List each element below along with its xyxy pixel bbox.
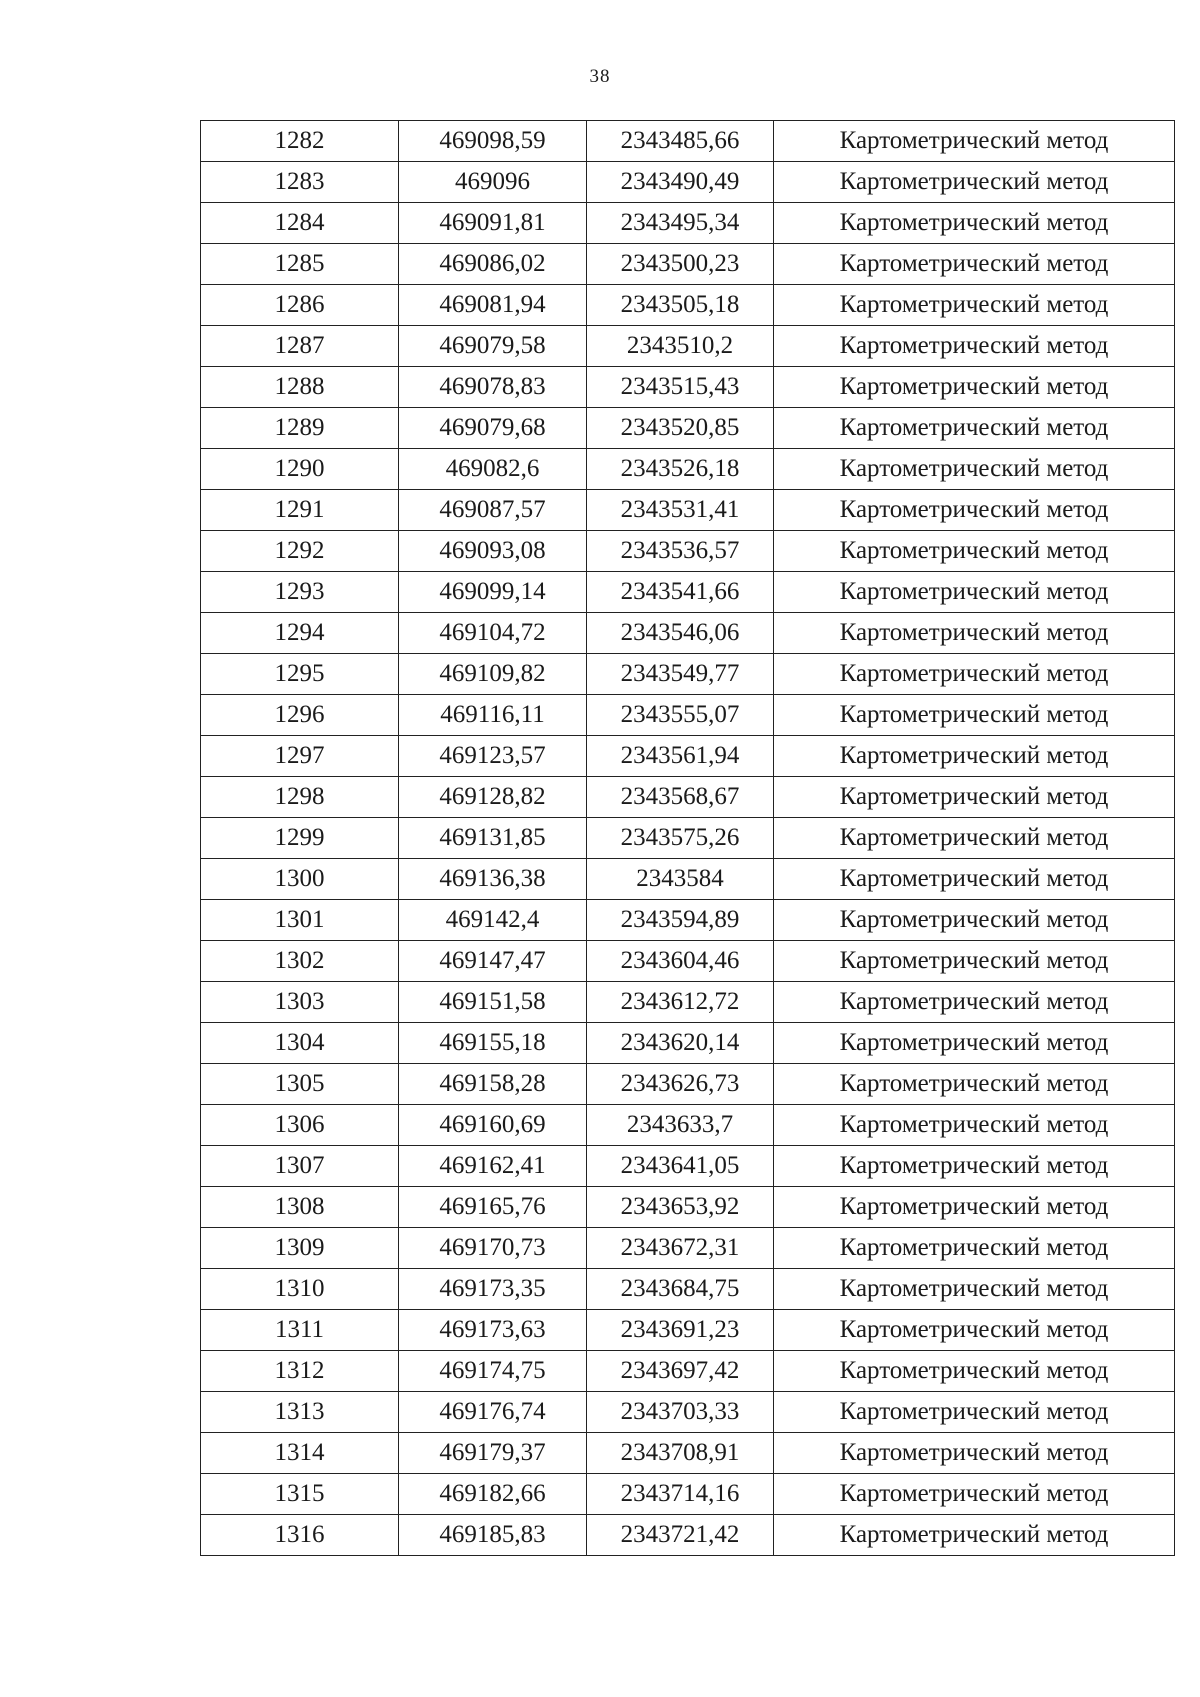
- y-coordinate-cell: 2343691,23: [587, 1310, 774, 1351]
- method-cell: Картометрический метод: [774, 1187, 1175, 1228]
- point-number-cell: 1300: [201, 859, 399, 900]
- y-coordinate-cell: 2343633,7: [587, 1105, 774, 1146]
- y-coordinate-cell: 2343703,33: [587, 1392, 774, 1433]
- x-coordinate-cell: 469185,83: [399, 1515, 587, 1556]
- x-coordinate-cell: 469087,57: [399, 490, 587, 531]
- x-coordinate-cell: 469128,82: [399, 777, 587, 818]
- table-row: [201, 859, 1175, 900]
- x-coordinate-cell: 469086,02: [399, 244, 587, 285]
- x-coordinate-cell: 469151,58: [399, 982, 587, 1023]
- method-cell: Картометрический метод: [774, 736, 1175, 777]
- x-coordinate-cell: 469158,28: [399, 1064, 587, 1105]
- table-row: [201, 777, 1175, 818]
- y-coordinate-cell: 2343546,06: [587, 613, 774, 654]
- table-row: [201, 162, 1175, 203]
- x-coordinate-cell: 469098,59: [399, 121, 587, 162]
- point-number-cell: 1291: [201, 490, 399, 531]
- method-cell: Картометрический метод: [774, 900, 1175, 941]
- y-coordinate-cell: 2343568,67: [587, 777, 774, 818]
- method-cell: Картометрический метод: [774, 695, 1175, 736]
- table-row: [201, 1433, 1175, 1474]
- method-cell: Картометрический метод: [774, 449, 1175, 490]
- page-number: 38: [589, 66, 611, 87]
- y-coordinate-cell: 2343495,34: [587, 203, 774, 244]
- y-coordinate-cell: 2343584: [587, 859, 774, 900]
- x-coordinate-cell: 469170,73: [399, 1228, 587, 1269]
- point-number-cell: 1313: [201, 1392, 399, 1433]
- y-coordinate-cell: 2343485,66: [587, 121, 774, 162]
- method-cell: Картометрический метод: [774, 1146, 1175, 1187]
- x-coordinate-cell: 469109,82: [399, 654, 587, 695]
- table-row: [201, 1269, 1175, 1310]
- x-coordinate-cell: 469099,14: [399, 572, 587, 613]
- x-coordinate-cell: 469142,4: [399, 900, 587, 941]
- method-cell: Картометрический метод: [774, 121, 1175, 162]
- method-cell: Картометрический метод: [774, 490, 1175, 531]
- x-coordinate-cell: 469123,57: [399, 736, 587, 777]
- x-coordinate-cell: 469176,74: [399, 1392, 587, 1433]
- method-cell: Картометрический метод: [774, 613, 1175, 654]
- x-coordinate-cell: 469079,68: [399, 408, 587, 449]
- table-row: [201, 1146, 1175, 1187]
- point-number-cell: 1294: [201, 613, 399, 654]
- method-cell: Картометрический метод: [774, 654, 1175, 695]
- table-row: [201, 326, 1175, 367]
- table-row: [201, 982, 1175, 1023]
- method-cell: Картометрический метод: [774, 572, 1175, 613]
- x-coordinate-cell: 469162,41: [399, 1146, 587, 1187]
- table-row: [201, 654, 1175, 695]
- y-coordinate-cell: 2343708,91: [587, 1433, 774, 1474]
- y-coordinate-cell: 2343515,43: [587, 367, 774, 408]
- table-row: [201, 1064, 1175, 1105]
- x-coordinate-cell: 469081,94: [399, 285, 587, 326]
- x-coordinate-cell: 469078,83: [399, 367, 587, 408]
- point-number-cell: 1309: [201, 1228, 399, 1269]
- table-row: [201, 1474, 1175, 1515]
- method-cell: Картометрический метод: [774, 777, 1175, 818]
- point-number-cell: 1311: [201, 1310, 399, 1351]
- table-row: [201, 1228, 1175, 1269]
- y-coordinate-cell: 2343604,46: [587, 941, 774, 982]
- method-cell: Картометрический метод: [774, 244, 1175, 285]
- method-cell: Картометрический метод: [774, 326, 1175, 367]
- point-number-cell: 1310: [201, 1269, 399, 1310]
- table-row: [201, 449, 1175, 490]
- point-number-cell: 1305: [201, 1064, 399, 1105]
- x-coordinate-cell: 469160,69: [399, 1105, 587, 1146]
- point-number-cell: 1312: [201, 1351, 399, 1392]
- table-row: [201, 900, 1175, 941]
- y-coordinate-cell: 2343641,05: [587, 1146, 774, 1187]
- point-number-cell: 1289: [201, 408, 399, 449]
- point-number-cell: 1306: [201, 1105, 399, 1146]
- y-coordinate-cell: 2343561,94: [587, 736, 774, 777]
- y-coordinate-cell: 2343612,72: [587, 982, 774, 1023]
- y-coordinate-cell: 2343714,16: [587, 1474, 774, 1515]
- y-coordinate-cell: 2343555,07: [587, 695, 774, 736]
- method-cell: Картометрический метод: [774, 1392, 1175, 1433]
- method-cell: Картометрический метод: [774, 1474, 1175, 1515]
- method-cell: Картометрический метод: [774, 203, 1175, 244]
- y-coordinate-cell: 2343594,89: [587, 900, 774, 941]
- x-coordinate-cell: 469116,11: [399, 695, 587, 736]
- table-row: [201, 572, 1175, 613]
- x-coordinate-cell: 469173,63: [399, 1310, 587, 1351]
- method-cell: Картометрический метод: [774, 408, 1175, 449]
- y-coordinate-cell: 2343721,42: [587, 1515, 774, 1556]
- y-coordinate-cell: 2343626,73: [587, 1064, 774, 1105]
- x-coordinate-cell: 469091,81: [399, 203, 587, 244]
- point-number-cell: 1288: [201, 367, 399, 408]
- table-row: [201, 1310, 1175, 1351]
- y-coordinate-cell: 2343500,23: [587, 244, 774, 285]
- point-number-cell: 1295: [201, 654, 399, 695]
- x-coordinate-cell: 469096: [399, 162, 587, 203]
- table-row: [201, 367, 1175, 408]
- method-cell: Картометрический метод: [774, 818, 1175, 859]
- x-coordinate-cell: 469173,35: [399, 1269, 587, 1310]
- point-number-cell: 1285: [201, 244, 399, 285]
- table-row: [201, 1351, 1175, 1392]
- y-coordinate-cell: 2343549,77: [587, 654, 774, 695]
- point-number-cell: 1303: [201, 982, 399, 1023]
- y-coordinate-cell: 2343520,85: [587, 408, 774, 449]
- point-number-cell: 1301: [201, 900, 399, 941]
- point-number-cell: 1292: [201, 531, 399, 572]
- y-coordinate-cell: 2343531,41: [587, 490, 774, 531]
- table-row: [201, 818, 1175, 859]
- point-number-cell: 1304: [201, 1023, 399, 1064]
- table-row: [201, 1392, 1175, 1433]
- point-number-cell: 1307: [201, 1146, 399, 1187]
- point-number-cell: 1290: [201, 449, 399, 490]
- y-coordinate-cell: 2343575,26: [587, 818, 774, 859]
- point-number-cell: 1316: [201, 1515, 399, 1556]
- method-cell: Картометрический метод: [774, 941, 1175, 982]
- table-row: [201, 613, 1175, 654]
- method-cell: Картометрический метод: [774, 1105, 1175, 1146]
- y-coordinate-cell: 2343541,66: [587, 572, 774, 613]
- method-cell: Картометрический метод: [774, 1269, 1175, 1310]
- method-cell: Картометрический метод: [774, 1433, 1175, 1474]
- table-row: [201, 1515, 1175, 1556]
- point-number-cell: 1315: [201, 1474, 399, 1515]
- point-number-cell: 1298: [201, 777, 399, 818]
- table-row: [201, 285, 1175, 326]
- method-cell: Картометрический метод: [774, 1351, 1175, 1392]
- coordinates-table-body: [201, 121, 1175, 1556]
- method-cell: Картометрический метод: [774, 1515, 1175, 1556]
- table-row: [201, 1187, 1175, 1228]
- point-number-cell: 1302: [201, 941, 399, 982]
- x-coordinate-cell: 469147,47: [399, 941, 587, 982]
- point-number-cell: 1308: [201, 1187, 399, 1228]
- method-cell: Картометрический метод: [774, 162, 1175, 203]
- y-coordinate-cell: 2343536,57: [587, 531, 774, 572]
- point-number-cell: 1287: [201, 326, 399, 367]
- x-coordinate-cell: 469136,38: [399, 859, 587, 900]
- y-coordinate-cell: 2343684,75: [587, 1269, 774, 1310]
- point-number-cell: 1286: [201, 285, 399, 326]
- table-row: [201, 695, 1175, 736]
- table-row: [201, 408, 1175, 449]
- table-row: [201, 244, 1175, 285]
- x-coordinate-cell: 469179,37: [399, 1433, 587, 1474]
- point-number-cell: 1293: [201, 572, 399, 613]
- y-coordinate-cell: 2343490,49: [587, 162, 774, 203]
- y-coordinate-cell: 2343620,14: [587, 1023, 774, 1064]
- method-cell: Картометрический метод: [774, 1064, 1175, 1105]
- coordinates-table: [200, 120, 1175, 1556]
- x-coordinate-cell: 469174,75: [399, 1351, 587, 1392]
- table-row: [201, 941, 1175, 982]
- table-row: [201, 1105, 1175, 1146]
- table-row: [201, 1023, 1175, 1064]
- y-coordinate-cell: 2343697,42: [587, 1351, 774, 1392]
- point-number-cell: 1299: [201, 818, 399, 859]
- y-coordinate-cell: 2343672,31: [587, 1228, 774, 1269]
- point-number-cell: 1297: [201, 736, 399, 777]
- x-coordinate-cell: 469082,6: [399, 449, 587, 490]
- method-cell: Картометрический метод: [774, 1023, 1175, 1064]
- point-number-cell: 1283: [201, 162, 399, 203]
- method-cell: Картометрический метод: [774, 982, 1175, 1023]
- point-number-cell: 1284: [201, 203, 399, 244]
- method-cell: Картометрический метод: [774, 1228, 1175, 1269]
- method-cell: Картометрический метод: [774, 285, 1175, 326]
- x-coordinate-cell: 469165,76: [399, 1187, 587, 1228]
- x-coordinate-cell: 469131,85: [399, 818, 587, 859]
- y-coordinate-cell: 2343653,92: [587, 1187, 774, 1228]
- x-coordinate-cell: 469182,66: [399, 1474, 587, 1515]
- method-cell: Картометрический метод: [774, 531, 1175, 572]
- method-cell: Картометрический метод: [774, 1310, 1175, 1351]
- x-coordinate-cell: 469155,18: [399, 1023, 587, 1064]
- table-row: [201, 736, 1175, 777]
- table-row: [201, 121, 1175, 162]
- method-cell: Картометрический метод: [774, 859, 1175, 900]
- table-row: [201, 203, 1175, 244]
- x-coordinate-cell: 469104,72: [399, 613, 587, 654]
- table-row: [201, 490, 1175, 531]
- y-coordinate-cell: 2343505,18: [587, 285, 774, 326]
- y-coordinate-cell: 2343510,2: [587, 326, 774, 367]
- x-coordinate-cell: 469093,08: [399, 531, 587, 572]
- table-row: [201, 531, 1175, 572]
- point-number-cell: 1282: [201, 121, 399, 162]
- x-coordinate-cell: 469079,58: [399, 326, 587, 367]
- y-coordinate-cell: 2343526,18: [587, 449, 774, 490]
- method-cell: Картометрический метод: [774, 367, 1175, 408]
- point-number-cell: 1314: [201, 1433, 399, 1474]
- point-number-cell: 1296: [201, 695, 399, 736]
